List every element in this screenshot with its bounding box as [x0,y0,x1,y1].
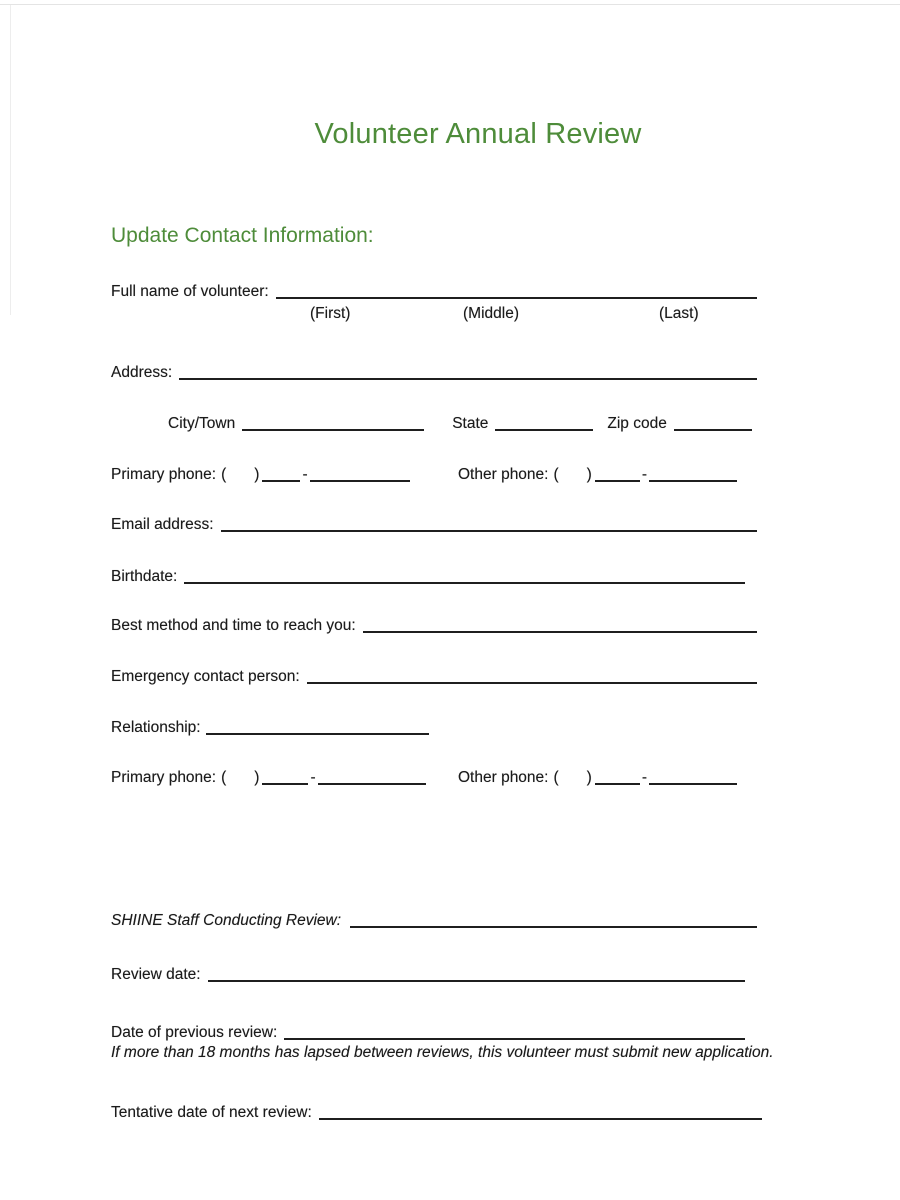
section-heading-contact: Update Contact Information: [111,224,374,247]
emergency-primary-phone-group [111,765,426,787]
emergency-other-phone-prefix-blank[interactable] [595,783,640,785]
primary-phone-label: Primary phone: [111,466,217,483]
review-date-blank-line[interactable] [208,980,745,982]
email-blank-line[interactable] [221,530,757,532]
birthdate-label: Birthdate: [111,568,178,585]
field-relationship [111,715,757,737]
emergency-contact-label: Emergency contact person: [111,668,300,685]
emergency-other-phone-group [458,765,737,787]
emergency-primary-phone-open-paren: ( [221,769,227,786]
emergency-other-phone-label: Other phone: [458,769,549,786]
field-next-review-date [111,1100,762,1122]
field-phones-emergency [111,765,757,787]
zip-code-label: Zip code [607,415,667,432]
other-phone-group [458,462,737,484]
emergency-primary-phone-prefix-blank[interactable] [262,783,308,785]
page-title: Volunteer Annual Review [314,118,642,150]
zip-code-blank-line[interactable] [674,429,752,431]
other-phone-label: Other phone: [458,466,549,483]
middle-name-sublabel: (Middle) [463,305,519,322]
emergency-contact-blank-line[interactable] [307,682,757,684]
city-town-blank-line[interactable] [242,429,424,431]
relationship-blank-line[interactable] [206,733,429,735]
field-review-date [111,962,745,984]
other-phone-open-paren: ( [553,466,559,483]
full-name-label: Full name of volunteer: [111,283,269,300]
previous-review-label: Date of previous review: [111,1024,278,1041]
lapsed-review-note: If more than 18 months has lapsed between reviews, this volunteer must submit new application. [111,1044,774,1061]
field-birthdate [111,564,745,586]
field-best-method [111,613,757,635]
full-name-blank-line[interactable] [276,297,757,299]
emergency-other-phone-number-blank[interactable] [649,783,737,785]
primary-phone-group [111,462,410,484]
first-name-sublabel: (First) [310,305,351,322]
field-previous-review-date [111,1020,745,1042]
next-review-blank-line[interactable] [319,1118,762,1120]
next-review-label: Tentative date of next review: [111,1104,312,1121]
birthdate-blank-line[interactable] [184,582,745,584]
primary-phone-number-blank[interactable] [310,480,410,482]
state-label: State [452,415,489,432]
relationship-label: Relationship: [111,719,201,736]
address-label: Address: [111,364,173,381]
field-staff-conducting-review [111,908,757,930]
emergency-other-phone-close-paren: ) [586,769,592,786]
email-label: Email address: [111,516,214,533]
previous-review-blank-line[interactable] [284,1038,745,1040]
staff-conducting-review-label: SHIINE Staff Conducting Review: [111,912,342,929]
last-name-sublabel: (Last) [659,305,699,322]
address-blank-line[interactable] [179,378,757,380]
review-date-label: Review date: [111,966,201,983]
staff-conducting-review-blank-line[interactable] [350,926,757,928]
state-blank-line[interactable] [495,429,593,431]
name-sublabels [111,305,757,325]
field-address [111,360,757,382]
emergency-primary-phone-close-paren: ) [254,769,260,786]
field-city-state-zip [111,411,757,433]
other-phone-close-paren: ) [586,466,592,483]
city-town-label: City/Town [168,415,236,432]
primary-phone-prefix-blank[interactable] [262,480,300,482]
other-phone-number-blank[interactable] [649,480,737,482]
field-emergency-contact [111,664,757,686]
emergency-primary-phone-number-blank[interactable] [318,783,426,785]
emergency-other-phone-open-paren: ( [553,769,559,786]
field-email [111,512,757,534]
best-method-label: Best method and time to reach you: [111,617,356,634]
primary-phone-dash: - [302,466,308,483]
other-phone-dash: - [641,466,647,483]
field-phones-volunteer [111,462,757,484]
field-full-name [111,279,757,301]
best-method-blank-line[interactable] [363,631,757,633]
scan-edge-top [0,4,900,5]
emergency-primary-phone-dash: - [310,769,316,786]
primary-phone-open-paren: ( [221,466,227,483]
other-phone-prefix-blank[interactable] [595,480,640,482]
primary-phone-close-paren: ) [254,466,260,483]
scan-edge-left [10,5,11,315]
emergency-primary-phone-label: Primary phone: [111,769,217,786]
emergency-other-phone-dash: - [641,769,647,786]
